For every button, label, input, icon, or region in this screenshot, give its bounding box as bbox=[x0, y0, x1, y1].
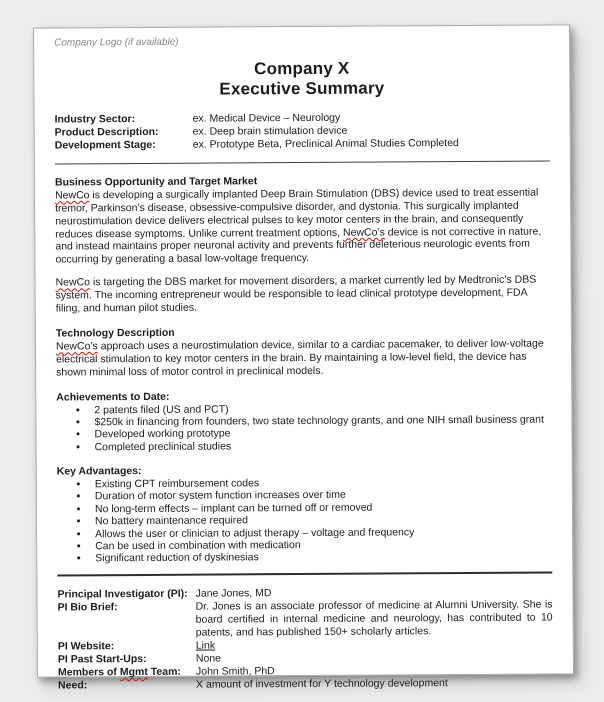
business-opportunity-paragraph-2 bbox=[56, 274, 551, 316]
field-row-development-stage bbox=[55, 136, 550, 152]
achievements-list bbox=[56, 401, 551, 454]
list-item: • Duration of motor system function increases over time bbox=[90, 488, 552, 503]
divider-top bbox=[55, 160, 550, 164]
field-value: X amount of investment for Y technology development bbox=[195, 676, 448, 691]
field-value: ex. Prototype Beta, Preclinical Animal Studies Completed bbox=[192, 136, 459, 151]
field-label bbox=[58, 666, 196, 680]
title-block bbox=[54, 57, 549, 100]
technology-description-heading: Technology Description bbox=[55, 326, 175, 340]
business-opportunity-heading: Business Opportunity and Target Market bbox=[54, 175, 258, 189]
field-label: PI Bio Brief: bbox=[57, 601, 118, 614]
text-segment: is developing a surgically implanted Deep Brain Stimulation (DBS) device used to treat essential tremor, Parkinson’s disease, obsessive-compulsive disorder, and dystonia. This surgically implanted neurostimulation device delivers electrical pulses to key motor centers in the brain, and consequently reduces disease symptoms. Unlike current treatment options, bbox=[55, 186, 539, 241]
list-item: • 2 patents filed (US and PCT) bbox=[89, 401, 551, 416]
investigator-fields bbox=[57, 585, 553, 692]
list-item: • No long-term effects – implant can be turned off or removed bbox=[90, 500, 552, 515]
key-advantages-heading: Key Advantages: bbox=[56, 465, 142, 478]
document-page bbox=[33, 24, 574, 692]
field-label: PI Website: bbox=[57, 640, 115, 653]
technology-description-paragraph bbox=[56, 337, 551, 379]
key-advantages-list bbox=[57, 476, 553, 566]
list-item: • Significant reduction of dyskinesias bbox=[90, 550, 552, 565]
field-value: ex. Deep brain stimulation device bbox=[192, 124, 348, 138]
field-label: Industry Sector: bbox=[54, 112, 136, 126]
misspelled-word: NewCo bbox=[55, 276, 91, 289]
list-item: • No battery maintenance required bbox=[90, 513, 552, 528]
list-item: • Existing CPT reimbursement codes bbox=[90, 476, 552, 491]
pi-website-link[interactable]: Link bbox=[195, 639, 216, 652]
divider-bottom bbox=[57, 571, 552, 576]
field-label: Development Stage: bbox=[54, 138, 156, 152]
text-segment: approach uses a neurostimulation device, similar to a cardiac pacemaker, to deliver low-voltage electrical stimulation to key motor centers in the brain. By maintaining a low-level field, the device has shown minimal loss of motor control in preclinical models. bbox=[56, 337, 544, 379]
misspelled-word: Mgmt bbox=[119, 665, 148, 679]
list-item: • Completed preclinical studies bbox=[90, 438, 552, 453]
misspelled-word: NewCo bbox=[55, 189, 90, 202]
field-value: Jane Jones, MD bbox=[195, 587, 272, 600]
field-value: John Smith, PhD bbox=[195, 665, 275, 678]
field-label: Principal Investigator (PI): bbox=[57, 587, 188, 601]
business-opportunity-paragraph-1 bbox=[55, 186, 550, 266]
executive-summary-title: Executive Summary bbox=[219, 78, 385, 99]
field-label: Need: bbox=[58, 679, 88, 692]
field-row-need bbox=[58, 676, 553, 692]
company-name-title: Company X bbox=[254, 58, 350, 79]
text-segment: Members of bbox=[57, 666, 120, 679]
field-value: ex. Medical Device – Neurology bbox=[192, 111, 341, 125]
text-segment: is targeting the DBS market for movement disorders, a market currently led by Medtronic’s DBS system. The incoming entrepreneur would be responsible to lead clinical prototype development, FDA filing, and human pilot studies. bbox=[55, 273, 537, 315]
text-segment: Team: bbox=[147, 665, 181, 678]
field-value: None bbox=[195, 652, 222, 665]
list-item: • Developed working prototype bbox=[89, 426, 551, 441]
field-row-pi-bio-brief bbox=[58, 598, 553, 640]
field-label: Product Description: bbox=[54, 125, 159, 139]
meta-fields bbox=[55, 110, 550, 152]
misspelled-word: NewCo’s bbox=[55, 340, 98, 353]
list-item: • $250k in financing from founders, two state technology grants, and one NIH small business grant bbox=[89, 413, 551, 428]
logo-placeholder-text: Company Logo (if available) bbox=[54, 36, 179, 49]
text-segment: device is not corrective in nature, and instead maintains proper neuronal activity and prevents further deleterious neurologic events from occurring by generating a basal low-voltage frequency. bbox=[55, 225, 542, 266]
list-item: • Can be used in combination with medication bbox=[90, 538, 552, 553]
list-item: • Allows the user or clinician to adjust therapy – voltage and frequency bbox=[90, 525, 552, 540]
achievements-heading: Achievements to Date: bbox=[56, 390, 170, 404]
field-label: PI Past Start-Ups: bbox=[57, 652, 147, 666]
misspelled-word: NewCo’s bbox=[342, 226, 385, 239]
field-value: Dr. Jones is an associate professor of medicine at Alumni University. She is board certified in internal medicine and neurology, has contributed to 10 patents, and has published 150+ scholarly articles. bbox=[195, 598, 553, 639]
